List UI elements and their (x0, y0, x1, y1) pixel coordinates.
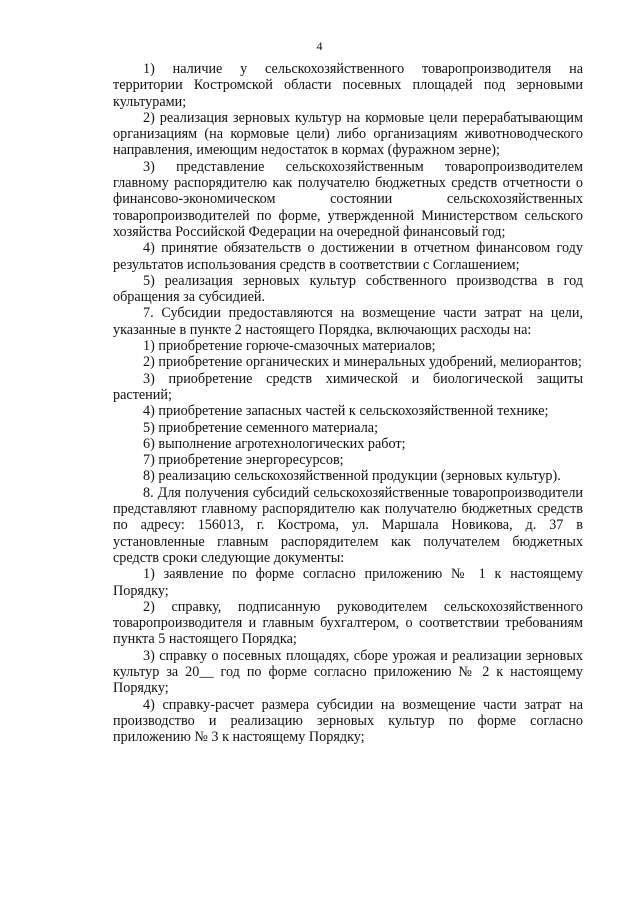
paragraph-clause-8: 8. Для получения субсидий сельскохозяйственные товаропроизводители представляют главному распорядителю как получателю бюджетных средств по адресу: 156013, г. Кострома, ул. Маршала Новикова, д. 37 в установленные главным распорядителем как получателем бюджетных средств сроки следующие документы: (113, 484, 583, 566)
paragraph-document-2: 2) справку, подписанную руководителем сельскохозяйственного товаропроизводителя и главным бухгалтером, о соответствии требованиям пункта 5 настоящего Порядка; (113, 598, 583, 648)
paragraph-condition-5: 5) реализация зерновых культур собственного производства в год обращения за субсидией. (113, 272, 583, 306)
page-number: 4 (316, 39, 323, 53)
paragraph-expense-7: 7) приобретение энергоресурсов; (143, 452, 344, 469)
paragraph-document-3: 3) справку о посевных площадях, сборе урожая и реализации зерновых культур за 20__ год по форме согласно приложению № 2 к настоящему Порядку; (113, 647, 583, 697)
paragraph-condition-1: 1) наличие у сельскохозяйственного товаропроизводителя на территории Костромской области посевных площадей под зерновыми культурами; (113, 61, 583, 110)
paragraph-expense-4: 4) приобретение запасных частей к сельскохозяйственной технике; (143, 403, 549, 420)
paragraph-expense-8: 8) реализацию сельскохозяйственной продукции (зерновых культур). (143, 468, 561, 485)
paragraph-condition-4: 4) принятие обязательств о достижении в отчетном финансовом году результатов использования средств в соответствии с Соглашением; (113, 240, 583, 273)
paragraph-expense-6: 6) выполнение агротехнологических работ; (143, 435, 406, 452)
document-body (113, 61, 583, 745)
paragraph-clause-7: 7. Субсидии предоставляются на возмещение части затрат на цели, указанные в пункте 2 настоящего Порядка, включающих расходы на: (113, 305, 583, 338)
paragraph-expense-1: 1) приобретение горюче-смазочных материалов; (143, 338, 436, 355)
paragraph-document-4: 4) справку-расчет размера субсидии на возмещение части затрат на производство и реализацию зерновых культур по форме согласно приложению № 3 к настоящему Порядку; (113, 696, 583, 746)
paragraph-condition-3: 3) представление сельскохозяйственным товаропроизводителем главному распорядителю как получателю бюджетных средств отчетности о финансово-экономическом состоянии сельскохозяйственных товаропроизводителей по форме, утвержденной Министерством сельского хозяйства Российской Федерации на очередной финансовый год; (113, 158, 583, 240)
paragraph-condition-2: 2) реализация зерновых культур на кормовые цели перерабатывающим организациям (на кормовые цели) либо организациям животноводческого направления, имеющим недостаток в кормах (фуражном зерне); (113, 109, 583, 159)
paragraph-expense-2: 2) приобретение органических и минеральных удобрений, мелиорантов; (143, 354, 582, 371)
paragraph-expense-5: 5) приобретение семенного материала; (143, 419, 379, 436)
paragraph-expense-3: 3) приобретение средств химической и биологической защиты растений; (113, 370, 583, 403)
paragraph-document-1: 1) заявление по форме согласно приложению № 1 к настоящему Порядку; (113, 566, 583, 599)
